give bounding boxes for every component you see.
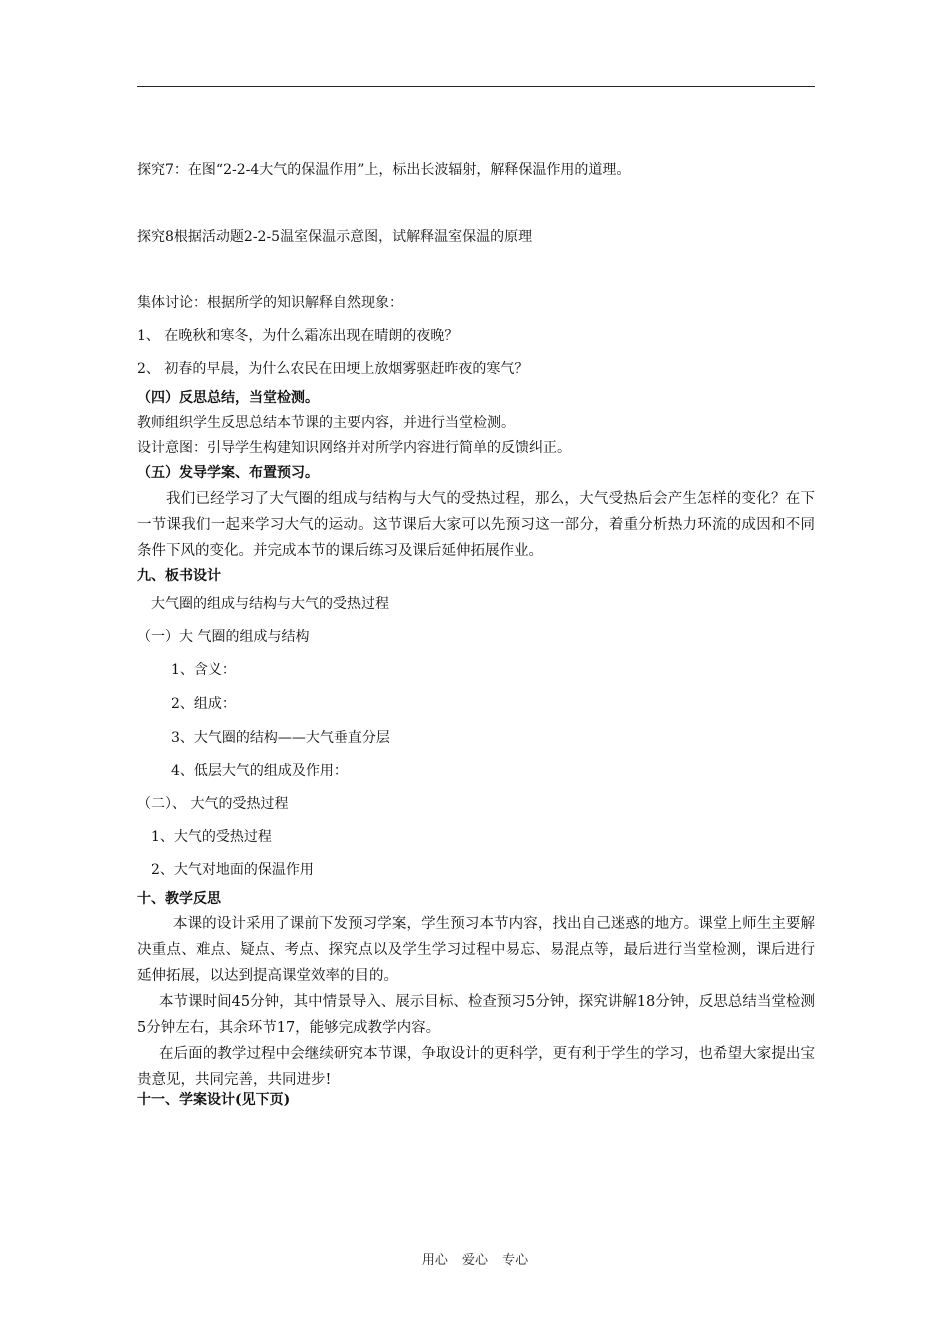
board-heading: 九、板书设计	[137, 568, 221, 584]
reflection-paragraph-2: 本节课时间45分钟，其中情景导入、展示目标、检查预习5分钟，探究讲解18分钟，反思总结当堂检测5分钟左右，其余环节17，能够完成教学内容。	[137, 994, 815, 1036]
section-5-paragraph: 我们已经学习了大气圈的组成与结构与大气的受热过程，那么，大气受热后会产生怎样的变化？在下一节课我们一起来学习大气的运动。这节课后大家可以先预习这一部分，着重分析热力环流的成因和不同条件下风的变化。并完成本节的课后练习及课后延伸拓展作业。	[137, 491, 815, 559]
section-4-line-2: 设计意图：引导学生构建知识网络并对所学内容进行简单的反馈纠正。	[137, 440, 571, 456]
board-item-1-3: 3、大气圈的结构——大气垂直分层	[171, 730, 390, 746]
section-5-heading: （五）发导学案、布置预习。	[137, 465, 319, 481]
section-11-heading: 十一、学案设计(见下页)	[137, 1092, 291, 1108]
board-item-2-1: 1、大气的受热过程	[151, 829, 272, 845]
explore-7: 探究7：在图“2-2-4大气的保温作用”上，标出长波辐射，解释保温作用的道理。	[137, 162, 631, 178]
reflection-heading: 十、教学反思	[137, 891, 221, 907]
section-4-heading: （四）反思总结，当堂检测。	[137, 390, 319, 406]
board-part-1: （一）大 气圈的组成与结构	[137, 629, 310, 645]
section-4-line-1: 教师组织学生反思总结本节课的主要内容，并进行当堂检测。	[137, 415, 515, 431]
reflection-paragraph-3: 在后面的教学过程中会继续研究本节课，争取设计的更科学，更有利于学生的学习，也希望大家提出宝贵意见，共同完善，共同进步!	[137, 1046, 815, 1088]
reflection-paragraph-1: 本课的设计采用了课前下发预习学案，学生预习本节内容，找出自己迷惑的地方。课堂上师生主要解决重点、难点、疑点、考点、探究点以及学生学习过程中易忘、易混点等，最后进行当堂检测，课后进行延伸拓展，以达到提高课堂效率的目的。	[137, 916, 815, 984]
discussion-intro: 集体讨论：根据所学的知识解释自然现象：	[137, 295, 403, 311]
board-item-1-2: 2、组成：	[171, 696, 236, 712]
board-part-2: （二）、 大气的受热过程	[137, 796, 289, 812]
explore-8: 探究8根据活动题2-2-5温室保温示意图，试解释温室保温的原理	[137, 229, 533, 245]
board-item-1-1: 1、含义：	[171, 662, 236, 678]
discussion-item-1: 1、 在晚秋和寒冬，为什么霜冻出现在晴朗的夜晚？	[137, 328, 459, 344]
board-item-1-4: 4、低层大气的组成及作用：	[171, 763, 348, 779]
board-title: 大气圈的组成与结构与大气的受热过程	[151, 596, 389, 612]
header-rule	[137, 86, 815, 87]
board-item-2-2: 2、大气对地面的保温作用	[151, 862, 314, 878]
page-footer: 用心 爱心 专心	[421, 1253, 529, 1268]
discussion-item-2: 2、 初春的早晨，为什么农民在田埂上放烟雾驱赶昨夜的寒气？	[137, 361, 529, 377]
